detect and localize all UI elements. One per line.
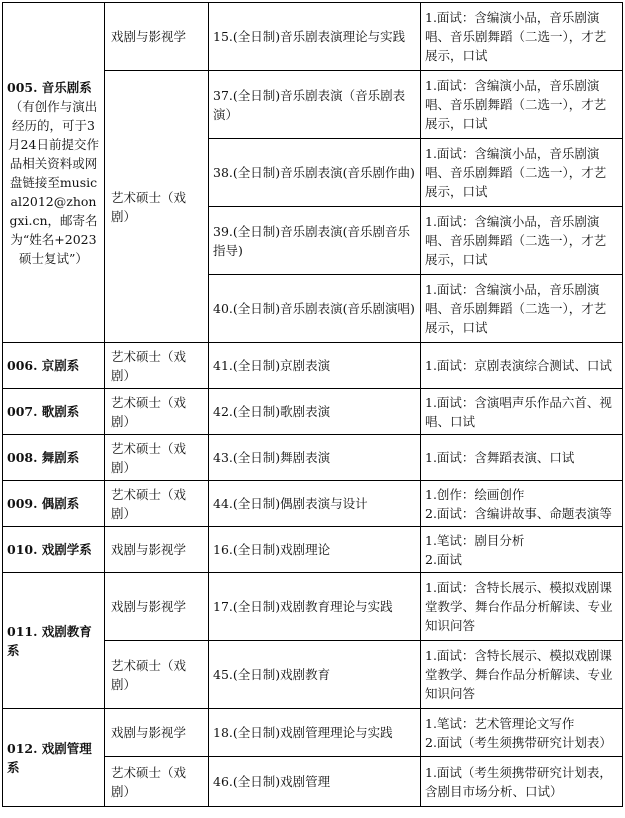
requirement-cell: 1.面试：含特长展示、模拟戏剧课堂教学、舞台作品分析解读、专业知识问答 [421,573,623,641]
category-cell: 艺术硕士（戏剧） [105,435,209,481]
category-cell: 艺术硕士（戏剧） [105,481,209,527]
major-cell: 45.(全日制)戏剧教育 [209,641,421,709]
table-row [3,3,623,71]
requirement-cell: 1.面试：含舞蹈表演、口试 [421,435,623,481]
major-cell: 41.(全日制)京剧表演 [209,343,421,389]
requirement-cell: 1.面试：含编演小品，音乐剧演唱、音乐剧舞蹈（二选一），才艺展示，口试 [421,3,623,71]
category-cell: 戏剧与影视学 [105,527,209,573]
major-cell: 17.(全日制)戏剧教育理论与实践 [209,573,421,641]
requirement-cell: 1.面试：京剧表演综合测试、口试 [421,343,623,389]
dept-cell-005 [3,3,105,343]
requirement-cell: 1.面试（考生须携带研究计划表，含剧目市场分析、口试） [421,757,623,807]
table-row [3,389,623,435]
category-cell: 戏剧与影视学 [105,573,209,641]
dept-name: 005. 音乐剧系 [7,79,92,95]
major-cell: 44.(全日制)偶剧表演与设计 [209,481,421,527]
major-cell: 43.(全日制)舞剧表演 [209,435,421,481]
category-cell: 戏剧与影视学 [105,3,209,71]
requirement-cell: 1.面试：含编演小品，音乐剧演唱、音乐剧舞蹈（二选一），才艺展示，口试 [421,139,623,207]
category-cell: 戏剧与影视学 [105,709,209,757]
category-cell: 艺术硕士（戏剧） [105,757,209,807]
dept-cell: 007. 歌剧系 [3,389,105,435]
requirement-cell: 1.创作：绘画创作 2.面试：含编讲故事、命题表演等 [421,481,623,527]
major-cell: 38.(全日制)音乐剧表演(音乐剧作曲) [209,139,421,207]
dept-cell: 010. 戏剧学系 [3,527,105,573]
requirement-cell: 1.面试：含编演小品，音乐剧演唱、音乐剧舞蹈（二选一），才艺展示，口试 [421,275,623,343]
table-row [3,481,623,527]
requirement-cell: 1.面试：含特长展示、模拟戏剧课堂教学、舞台作品分析解读、专业知识问答 [421,641,623,709]
major-cell: 37.(全日制)音乐剧表演（音乐剧表演） [209,71,421,139]
dept-cell: 009. 偶剧系 [3,481,105,527]
dept-cell: 011. 戏剧教育系 [3,573,105,709]
category-cell: 艺术硕士（戏剧） [105,389,209,435]
major-cell: 42.(全日制)歌剧表演 [209,389,421,435]
requirement-cell: 1.面试：含编演小品，音乐剧演唱、音乐剧舞蹈（二选一），才艺展示，口试 [421,207,623,275]
requirement-cell: 1.笔试：剧目分析 2.面试 [421,527,623,573]
dept-cell: 012. 戏剧管理系 [3,709,105,807]
category-cell: 艺术硕士（戏剧） [105,343,209,389]
dept-cell: 008. 舞剧系 [3,435,105,481]
major-cell: 18.(全日制)戏剧管理理论与实践 [209,709,421,757]
table-row [3,435,623,481]
table-row [3,573,623,641]
major-cell: 40.(全日制)音乐剧表演(音乐剧演唱) [209,275,421,343]
dept-note: （有创作与演出经历的，可于3月24日前提交作品相关资料或网盘链接至musical2012@zhongxi.cn，邮寄名为“姓名+2023硕士复试”） [8,98,99,266]
table-row [3,527,623,573]
category-cell: 艺术硕士（戏剧） [105,71,209,343]
requirement-cell: 1.笔试：艺术管理论文写作 2.面试（考生须携带研究计划表） [421,709,623,757]
table-row [3,343,623,389]
requirement-cell: 1.面试：含演唱声乐作品六首、视唱、口试 [421,389,623,435]
major-cell: 16.(全日制)戏剧理论 [209,527,421,573]
category-cell: 艺术硕士（戏剧） [105,641,209,709]
dept-cell: 006. 京剧系 [3,343,105,389]
major-cell: 15.(全日制)音乐剧表演理论与实践 [209,3,421,71]
table-row [3,709,623,757]
admission-table [2,2,623,807]
major-cell: 39.(全日制)音乐剧表演(音乐剧音乐指导) [209,207,421,275]
major-cell: 46.(全日制)戏剧管理 [209,757,421,807]
requirement-cell: 1.面试：含编演小品，音乐剧演唱、音乐剧舞蹈（二选一），才艺展示，口试 [421,71,623,139]
